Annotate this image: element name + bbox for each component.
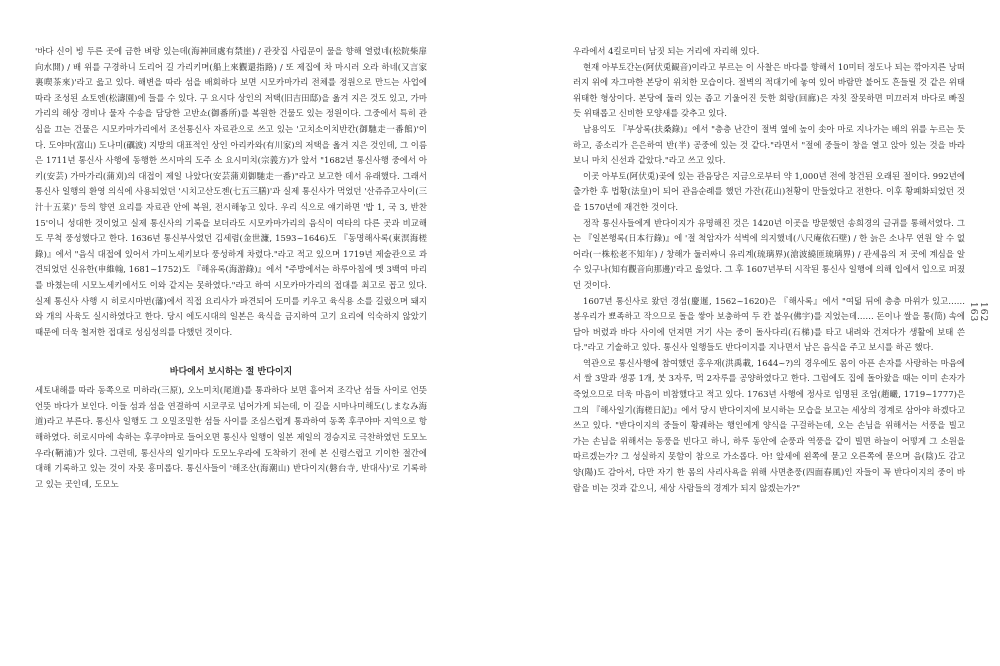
left-paragraph-1: '바다 신이 빙 두른 곳에 금한 벼랑 있는데(海神回處有禁崖) / 관잣집 사립문이 물을 향해 열렸네(松院柴扉向水開) / 배 위를 구경하니 도리어 길 가리키며(船上來觀還指路) / 또 제집에 차 마시러 오라 하네(又言家裏喫茶來)'라고 읊고 있다. 해변을 따라 섬을 배회하다 보면 시모카마가리 전체를 정원으로 만드는 사업에 따라 조성된 쇼토엔(松濤園)에 들를 수 있다. 구 요시다 상인의 저택(旧吉田邸)을 옮겨 지은 것도 있고, 가마가리의 해상 경비나 물자 수송을 담당한 고반쇼(御番所)를 복원한 건물도 있는 정원이다. 그중에서 특히 관심을 끄는 건물은 시모카마가리에서 조선통신사 자료관으로 쓰고 있는 '고치소이치반칸(御馳走一番館)'이다. 도야마(富山) 도나미(礪波) 지방의 대표적인 상인 아리카와(有川家)의 저택을 옮겨 지은 것인데, 그 이름은 1711년 통신사 사행에 동행한 쓰시마의 도주 소 요시미치(宗義方)가 앞서 "1682년 통신사행 중에서 아키(安芸) 가마가리(蒲刈)의 대접이 제일 나았다(安芸蒲刈御馳走一番)"라고 보고한 데서 유래했다. 그래서 통신사 일행의 환영 의식에 사용되었던 '시치고산도젠(七五三膳)'과 실제 통신사가 먹었던 '산쥬쥬고사이(三汁十五菜)' 등의 향연 요리를 자료관 안에 복원, 전시해놓고 있다. 우리 식으로 얘기하면 '밥 1, 국 3, 반찬 15'이니 성대한 것이었고 실제 통신사의 기록을 보더라도 시모카마가리의 음식이 여타의 다른 곳과 비교해도 무척 풍성했다고 한다. 1636년 통신부사였던 김세렴(金世濂, 1593~1646)도 『동명해사록(東溟海槎錄)』에서 "음식 대접에 있어서 가미노세키보다 풍성하게 차렸다."라고 적고 있으며 1719년 제술관으로 과견되었던 신유한(申維翰, 1681~1752)도 『해유록(海游錄)』에서 "주방에서는 하루아침에 멧 3백여 마리를 바쳤는데 시모노세키에서도 이와 같지는 못하였다."라고 하여 시모카마가리의 접대를 최고로 꼽고 있다. 실제 통신사 사행 시 히로시마번(藩)에서 직접 요리사가 파견되어 도미를 키우고 육식용 소를 길렀으며 돼지와 개의 사육도 실시하였다고 한다. 당시 에도시대의 일본은 육식을 금지하여 고기 요리에 익숙하지 않았기 때문에 더욱 철저한 접대로 성심성의를 다했던 것이다. [35,46,427,337]
page-number-right: 163 [968,302,978,323]
page-number-left: 162 [978,302,988,323]
right-paragraph-7: 역관으로 통신사행에 참여했던 홍우재(洪禹載, 1644~?)의 경우에도 몸이 아픈 손자를 사랑하는 마음에서 쌀 3말과 생콩 1개, 붓 3자루, 먹 2자루를 공양하였다고 한다. 그럼에도 집에 돌아왔을 때는 이미 손자가 죽었으므로 더욱 마음이 비참했다고 적고 있다. 1763년 사행에 정사로 임명된 조엄(趙曮, 1719~1777)은 그의 『해사일기(海槎日記)』에서 당시 반다이지에 보시하는 모습을 보고는 세상의 경계로 삼아야 하겠다고 쓰고 있다. "반다이지의 중들이 황궤하는 행인에게 양식을 구걸하는데, 오는 손님을 위해서는 서풍을 빌고 가는 손님을 위해서는 동풍을 빈다고 하니, 하루 동안에 순풍과 역풍을 같이 빌면 하늘이 어떻게 그 소원을 따르겠는가? 그 성실하지 못함이 참으로 가소롭다. 아! 앞세에 왼쪽에 묻고 오른쪽에 묻으며 음(陰)도 감고 양(陽)도 감아서, 다만 자기 한 몸의 사리사욕을 위해 사면춘풍(四面春風)인 자들이 꼭 반다이지의 중이 바람을 비는 것과 같으니, 세상 사람들의 경계가 되지 않겠는가?" [573,357,965,493]
right-paragraph-4: 이곳 아부토(阿伏兎)곶에 있는 관음당은 지금으로부터 약 1,000년 전에 창건된 오래된 절이다. 992년에 출가한 후 법황(法皇)이 되어 관음순례를 했던 가잔(花山)천황이 만들었다고 전한다. 이후 황폐화되었던 것을 1570년에 재건한 것이다. [573,170,965,212]
right-paragraph-2: 현재 아부토간논(阿伏兎観音)이라고 부르는 이 사찰은 바다를 향해서 10미터 정도나 되는 깎아지른 낭떠러지 위에 자그마한 본당이 위치한 모습이다. 절벽의 적대기에 놓여 있어 바람만 불어도 흔들릴 것 같은 위태위태한 형상이다. 본당에 둘러 있는 좁고 기울어진 듯한 회랑(回廊)은 자칫 잘못하면 미끄러져 바다로 빠질 듯 위태롭고 신비한 모양새를 갖추고 있다. [573,61,965,119]
right-paragraph-3: 남용익도 『부상록(扶桑錄)』에서 "층층 난간이 절벽 옆에 높이 솟아 마로 지나가는 배의 위를 누르는 듯하고, 종소리가 은은하여 반(半) 공중에 있는 것 같다."라면서 "절에 중들이 창을 열고 앉아 있는 것을 바라보니 마치 신선과 같았다."라고 쓰고 있다. [573,123,965,166]
left-paragraph-2: 세토내해를 따라 동쪽으로 미하라(三原), 오노미치(尾道)를 통과하다 보면 흩어져 조각난 섬들 사이로 언뜻언뜻 바다가 보인다. 이들 섬과 섬을 연결하여 시코쿠로 넘어가게 되는데, 이 길을 시마나미해도(しまなみ海道)라고 부른다. 통신사 일행도 그 오밀조밀한 섬들 사이를 조심스럽게 통과하여 동쪽 후쿠야마 지역으로 항해하였다. 히로시마에 속하는 후쿠야마로 들어오면 통신사 일행이 일본 제일의 경승지로 극찬하였던 도모노우라(鞆浦)가 있다. 그런데, 통신사의 일기마다 도모노우라에 도착하기 전에 본 신령스럽고 기이한 절간에 대해 기록하고 있는 것이 자못 흥미롭다. 통신사들이 '해조산(海潮山) 반다이지(磐台寺, 반대사)'로 기록하고 있는 곳인데, 도모노 [35,385,427,489]
right-paragraph-6: 1607년 통신사로 왔던 경섬(慶暹, 1562~1620)은 『해사록』에서 "여덟 뒤에 층층 마위가 있고…… 봉우리가 뾰족하고 작으므로 돌을 쌓아 보충하여 두 칸 불우(佛宇)를 지었는데…… 돈이나 쌀을 통(筒) 속에 담아 버렸과 바다 사이에 던져면 거기 사는 중이 돌사다리(石梯)를 타고 내려와 건져다가 생활에 보태 쓴다."라고 기술하고 있다. 통신사 일행들도 반다이지를 지나면서 남은 음식을 주고 보시를 하곤 했다. [573,295,965,353]
right-paragraph-1: 우라에서 4킬로미터 남짓 되는 거리에 자리해 있다. [573,46,760,56]
left-page [35,44,427,492]
right-page [573,44,965,496]
section-title: 바다에서 보시하는 절 반다이지 [169,367,293,378]
right-paragraph-5: 정작 통신사들에게 반다이지가 유명해진 것은 1420년 이곳을 방문했던 송희경의 글귀를 통해서였다. 그는 『일본행록(日本行錄)』에 '절 척암자가 석벽에 의지했네(八尺庵依石壁) / 한 늙은 소나무 연원 알 수 없어라(一株松老不知年) / 창해가 둘러싸니 유리계(琉璃界)(滄波繞匝琉璃界) / 관세음의 저 곳에 계심을 알 수 있구나(知有觀音向那邊)'라고 읊었다. 그 후 1607년부터 시작된 통신사 일행에 의해 입에서 입으로 퍼졌던 것이다. [573,217,965,290]
page-numbers [968,302,988,322]
